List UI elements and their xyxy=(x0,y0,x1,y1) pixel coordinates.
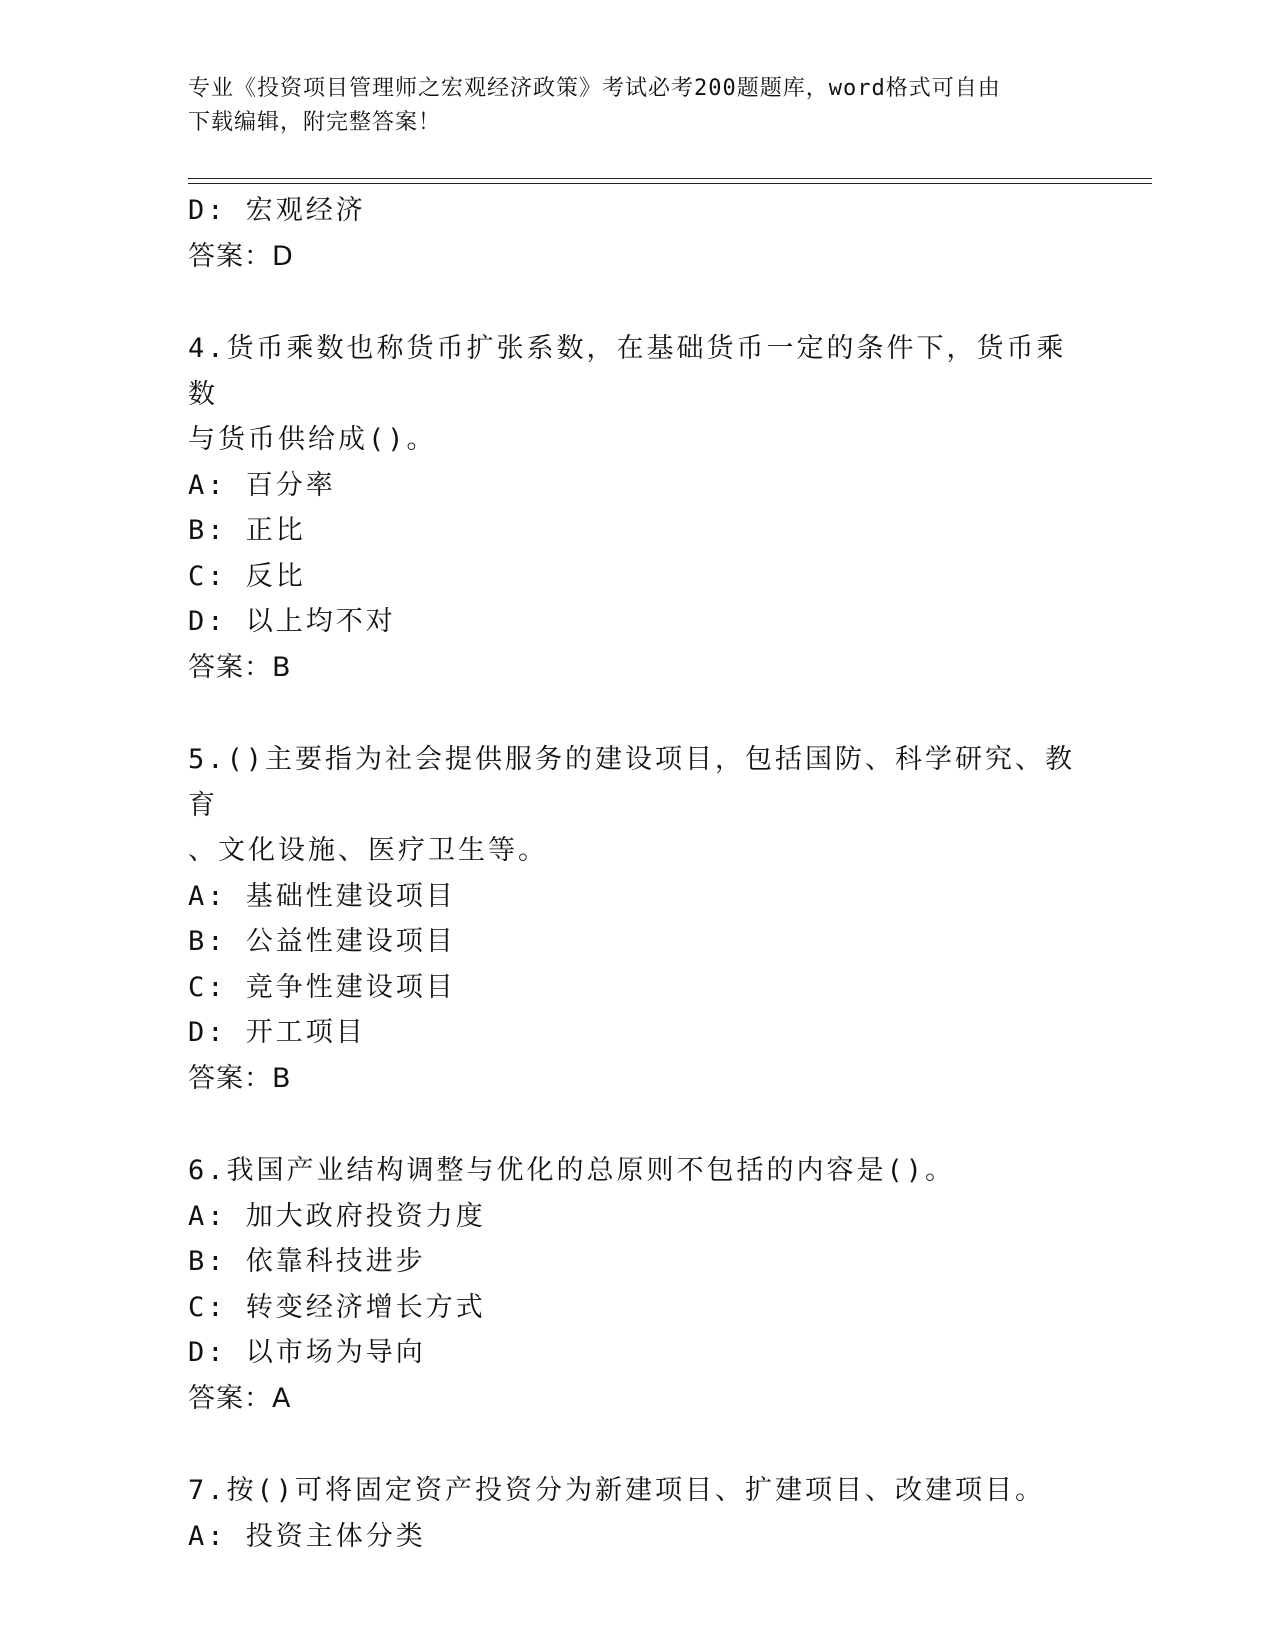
answer: 答案：A xyxy=(188,1382,292,1414)
option-b: B: 正比 xyxy=(188,515,306,546)
option-c: C: 转变经济增长方式 xyxy=(188,1291,486,1323)
option-d: D: 开工项目 xyxy=(188,1017,366,1048)
question-6 xyxy=(188,1148,1088,1421)
question-stem-continued: 与货币供给成()。 xyxy=(188,424,437,455)
spacer xyxy=(188,1101,1088,1148)
question-stem: 7.按()可将固定资产投资分为新建项目、扩建项目、改建项目。 xyxy=(188,1475,1046,1506)
question-stem: 6.我国产业结构调整与优化的总原则不包括的内容是()。 xyxy=(188,1155,956,1186)
spacer xyxy=(188,1421,1088,1468)
option-d: D: 以上均不对 xyxy=(188,606,396,637)
option-d: D: 以市场为导向 xyxy=(188,1337,426,1368)
header-divider-top xyxy=(188,178,1152,179)
option-a: A: 基础性建设项目 xyxy=(188,880,456,912)
question-stem: 4.货币乘数也称货币扩张系数，在基础货币一定的条件下，货币乘数 xyxy=(188,333,1067,410)
question-stem: 5.()主要指为社会提供服务的建设项目，包括国防、科学研究、教育 xyxy=(188,744,1076,821)
option-b: B: 依靠科技进步 xyxy=(188,1246,426,1277)
spacer xyxy=(188,279,1088,326)
option-c: C: 竞争性建设项目 xyxy=(188,971,456,1003)
question-7 xyxy=(188,1468,1088,1559)
header-line-1: 专业《投资项目管理师之宏观经济政策》考试必考200题题库，word格式可自由 xyxy=(188,76,1001,101)
header-divider-bottom xyxy=(188,183,1152,184)
option-a: A: 加大政府投资力度 xyxy=(188,1200,486,1232)
option-a: A: 百分率 xyxy=(188,469,336,501)
question-stem-continued: 、文化设施、医疗卫生等。 xyxy=(188,835,548,866)
option-c: C: 反比 xyxy=(188,560,306,592)
option-d: D: 宏观经济 xyxy=(188,195,366,226)
answer: 答案：D xyxy=(188,240,294,272)
answer: 答案：B xyxy=(188,1062,292,1094)
spacer xyxy=(188,690,1088,737)
answer: 答案：B xyxy=(188,651,292,683)
header-line-2: 下载编辑，附完整答案！ xyxy=(188,110,442,135)
option-b: B: 公益性建设项目 xyxy=(188,926,456,957)
document-header xyxy=(188,72,1088,140)
previous-question-tail xyxy=(188,188,1088,279)
question-list xyxy=(188,188,1088,1559)
question-4 xyxy=(188,326,1088,690)
question-5 xyxy=(188,737,1088,1101)
option-a: A: 投资主体分类 xyxy=(188,1520,426,1552)
